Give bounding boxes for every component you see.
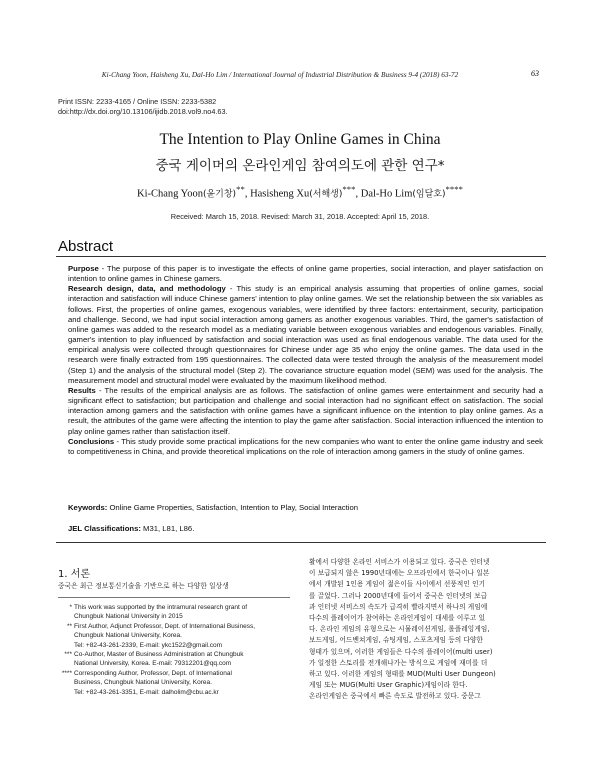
body-line: 게임 또는 MUG(Multi User Graphic)게임이라 한다. — [309, 681, 468, 690]
footnote-line: Chungbuk National University, Korea. — [74, 632, 182, 640]
paper-title-korean: 중국 게이머의 온라인게임 참여의도에 관한 연구* — [155, 158, 445, 174]
abstract-design — [68, 284, 543, 386]
author-name: Ki-Chang Yoon — [137, 188, 203, 200]
right-column-text — [309, 557, 541, 703]
footnote-divider — [58, 597, 290, 598]
abstract-divider — [56, 256, 546, 257]
body-line: 를 끌었다. 그러나 2000년대에 들어서 중국은 인터넷의 보급 — [309, 591, 488, 600]
footnotes — [58, 603, 290, 697]
keywords-text: Online Game Properties, Satisfaction, Intention to Play, Social Interaction — [107, 503, 358, 512]
footnote-mark: **** — [61, 669, 72, 677]
footnote-line: This work was supported by the intramural research grant of — [74, 604, 248, 611]
author-mark: **** — [445, 184, 463, 194]
author-line: Ki-Chang Yoon(윤기창)**, Hasisheng Xu(서해생)***, Dal-Ho Lim(임달호)**** — [137, 184, 463, 200]
body-line: 활에서 다양한 온라인 서비스가 이용되고 있다. 중국은 인터넷 — [309, 558, 490, 566]
body-line: 하고 있다. 이러한 게임의 형태를 MUD(Multi User Dungeon) — [309, 670, 496, 679]
jel-text: M31, L81, L86. — [140, 524, 195, 533]
paper-title-english: The Intention to Play Online Games in China — [159, 131, 441, 148]
footnote-line: Tel: +82-43-261-2339, E-mail: ykc1522@gmail.com — [74, 641, 223, 649]
conclusions-label: Conclusions — [68, 436, 115, 446]
author-korean-name: (서해생) — [309, 189, 343, 200]
received-dates: Received: March 15, 2018. Revised: March 31, 2018. Accepted: April 15, 2018. — [170, 212, 430, 221]
issn-block — [58, 97, 228, 116]
abstract-heading: Abstract — [58, 238, 114, 255]
jel-classifications — [68, 524, 543, 534]
abstract-results — [68, 386, 543, 437]
body-line: 형태가 있으며, 이러한 게임들은 다수의 플레이어(multi user) — [309, 647, 493, 656]
author-name: Dal-Ho Lim — [360, 188, 413, 200]
author-korean-name: (윤기창) — [202, 189, 237, 200]
results-label: Results — [68, 385, 96, 395]
footnote-line: Business, Chungbuk National University, Korea. — [74, 679, 212, 687]
results-text: - The results of the empirical analysis are as follows. The satisfaction of online games were entertainment and security had a significant effect to satisfaction; but participation and challenge and social interaction had no significant effect on satisfaction. The social interaction among gamers and the satisfaction with online games have a significant influence on the intention to play online games. As a result, the attributes of the game were affecting the intention to play the game after satisfaction. Social interaction influenced the intention to play online games rather than satisfaction itself. — [68, 385, 543, 436]
conclusions-text: - This study provide some practical implications for the new companies who want to enter the online game industry and seek to competitiveness in China, and provide theoretical implications on the role of interaction among gamers in the study of online games. — [68, 436, 543, 456]
footnote-line: Co-Author, Master of Business Administration at Chungbuk — [74, 651, 244, 659]
body-line: 에서 개발된 1인용 게임이 젊은이들 사이에서 선풍적인 인기 — [309, 580, 486, 589]
jel-label: JEL Classifications: — [68, 524, 141, 533]
page-number: 63 — [531, 69, 539, 78]
footnote-mark: ** — [66, 622, 72, 630]
body-line: 과 인터넷 서비스의 속도가 급격히 빨라지면서 하나의 게임에 — [309, 602, 488, 611]
footnote-line: Corresponding Author, Professor, Dept. of International — [74, 669, 232, 677]
footnote — [58, 622, 290, 650]
footnote — [58, 603, 290, 622]
design-text: - This study is an empirical analysis assuming that properties of online games, social interaction and satisfaction will induce Chinese gamers' intention to play online games. We set the relationship between the six variables as follows. First, the properties of online games, exogenous variables, were identified by three factors: entertainment, security, participation and challenge. Second, we had input social interaction among gamers as another exogenous variables. Third, the gamer's satisfaction of online games was added to the research model as a mediating variable between exogenous variables and endogenous variables. Finally, gamer's intention to play influenced by satisfaction and social interaction was used as final endogenous variable. The data used for the empirical analysis were collected through questionnaires for Chinese under age 35 who enjoy the online games. The data used in the research were finally extracted from 195 questionnaires. The collected data were tested through the analysis of the measurement model (Step 1) and the analysis of the structural model (Step 2). The covariance structure equation model (SEM) was used for the analysis. The measurement model and structural model were evaluated by the maximum likelihood method. — [68, 284, 543, 385]
footnote-line: Chungbuk National University in 2015 — [74, 613, 183, 621]
footnote-line: Tel: +82-43-261-3351, E-mail: dalholim@cbu.ac.kr — [74, 688, 219, 696]
footnote-line: First Author, Adjunct Professor, Dept. of International Business, — [74, 622, 256, 630]
body-line: 다수의 플레이어가 참여하는 온라인게임이 대세를 이루고 있 — [309, 614, 486, 623]
issn-line: Print ISSN: 2233-4165 / Online ISSN: 2233-5382 — [58, 97, 217, 106]
abstract-purpose — [68, 264, 543, 284]
body-line: 다. 온라인 게임의 유형으로는 시뮬레이션게임, 롤플레잉게임, — [309, 625, 490, 634]
body-line: 가 일정한 스토리를 전개해나가는 방식으로 게임에 재미를 더 — [309, 658, 488, 667]
footnote-line: National University, Korea. E-mail: 79312201@qq.com — [74, 660, 232, 668]
body-line: 이 보급되지 않은 1990년대에는 오프라인에서 한국이나 일본 — [309, 569, 490, 578]
abstract-end-divider — [56, 542, 546, 543]
abstract-conclusions — [68, 437, 543, 457]
purpose-text: - The purpose of this paper is to investigate the effects of online game properties, social interaction, and player satisfaction on intention to online games in Chinese gamers. — [68, 264, 543, 284]
footnote-mark: *** — [64, 651, 72, 659]
author-mark: *** — [342, 184, 356, 194]
author-korean-name: (임달호) — [412, 189, 446, 200]
running-head: Ki-Chang Yoon, Haisheng Xu, Dal-Ho Lim / International Journal of Industrial Distribution & Business 9-4 (2018) 63-72 — [101, 70, 459, 79]
footnote — [58, 650, 290, 669]
section-heading-introduction: 1. 서론 — [58, 569, 91, 580]
design-label: Research design, data, and methodology — [68, 284, 226, 294]
footnote — [58, 669, 290, 697]
body-line: 온라인게임은 중국에서 빠른 속도로 발전하고 있다. 중문그 — [309, 692, 481, 701]
author-name: Hasisheng Xu — [250, 188, 310, 200]
footnote-mark: * — [69, 604, 72, 611]
keywords-label: Keywords: — [68, 503, 108, 512]
purpose-label: Purpose — [68, 264, 99, 273]
left-column-text: 중국은 최근 정보통신기술을 기반으로 하는 다양한 일상생 — [58, 582, 229, 590]
keywords — [68, 503, 543, 513]
doi-link[interactable]: doi:http://dx.doi.org/10.13106/ijidb.2018.vol9.no4.63. — [58, 106, 228, 116]
author-mark: ** — [236, 184, 245, 194]
body-line: 보드게임, 어드벤쳐게임, 슈팅게임, 스포츠게임 등의 다양한 — [309, 636, 484, 645]
abstract-body — [68, 264, 543, 457]
